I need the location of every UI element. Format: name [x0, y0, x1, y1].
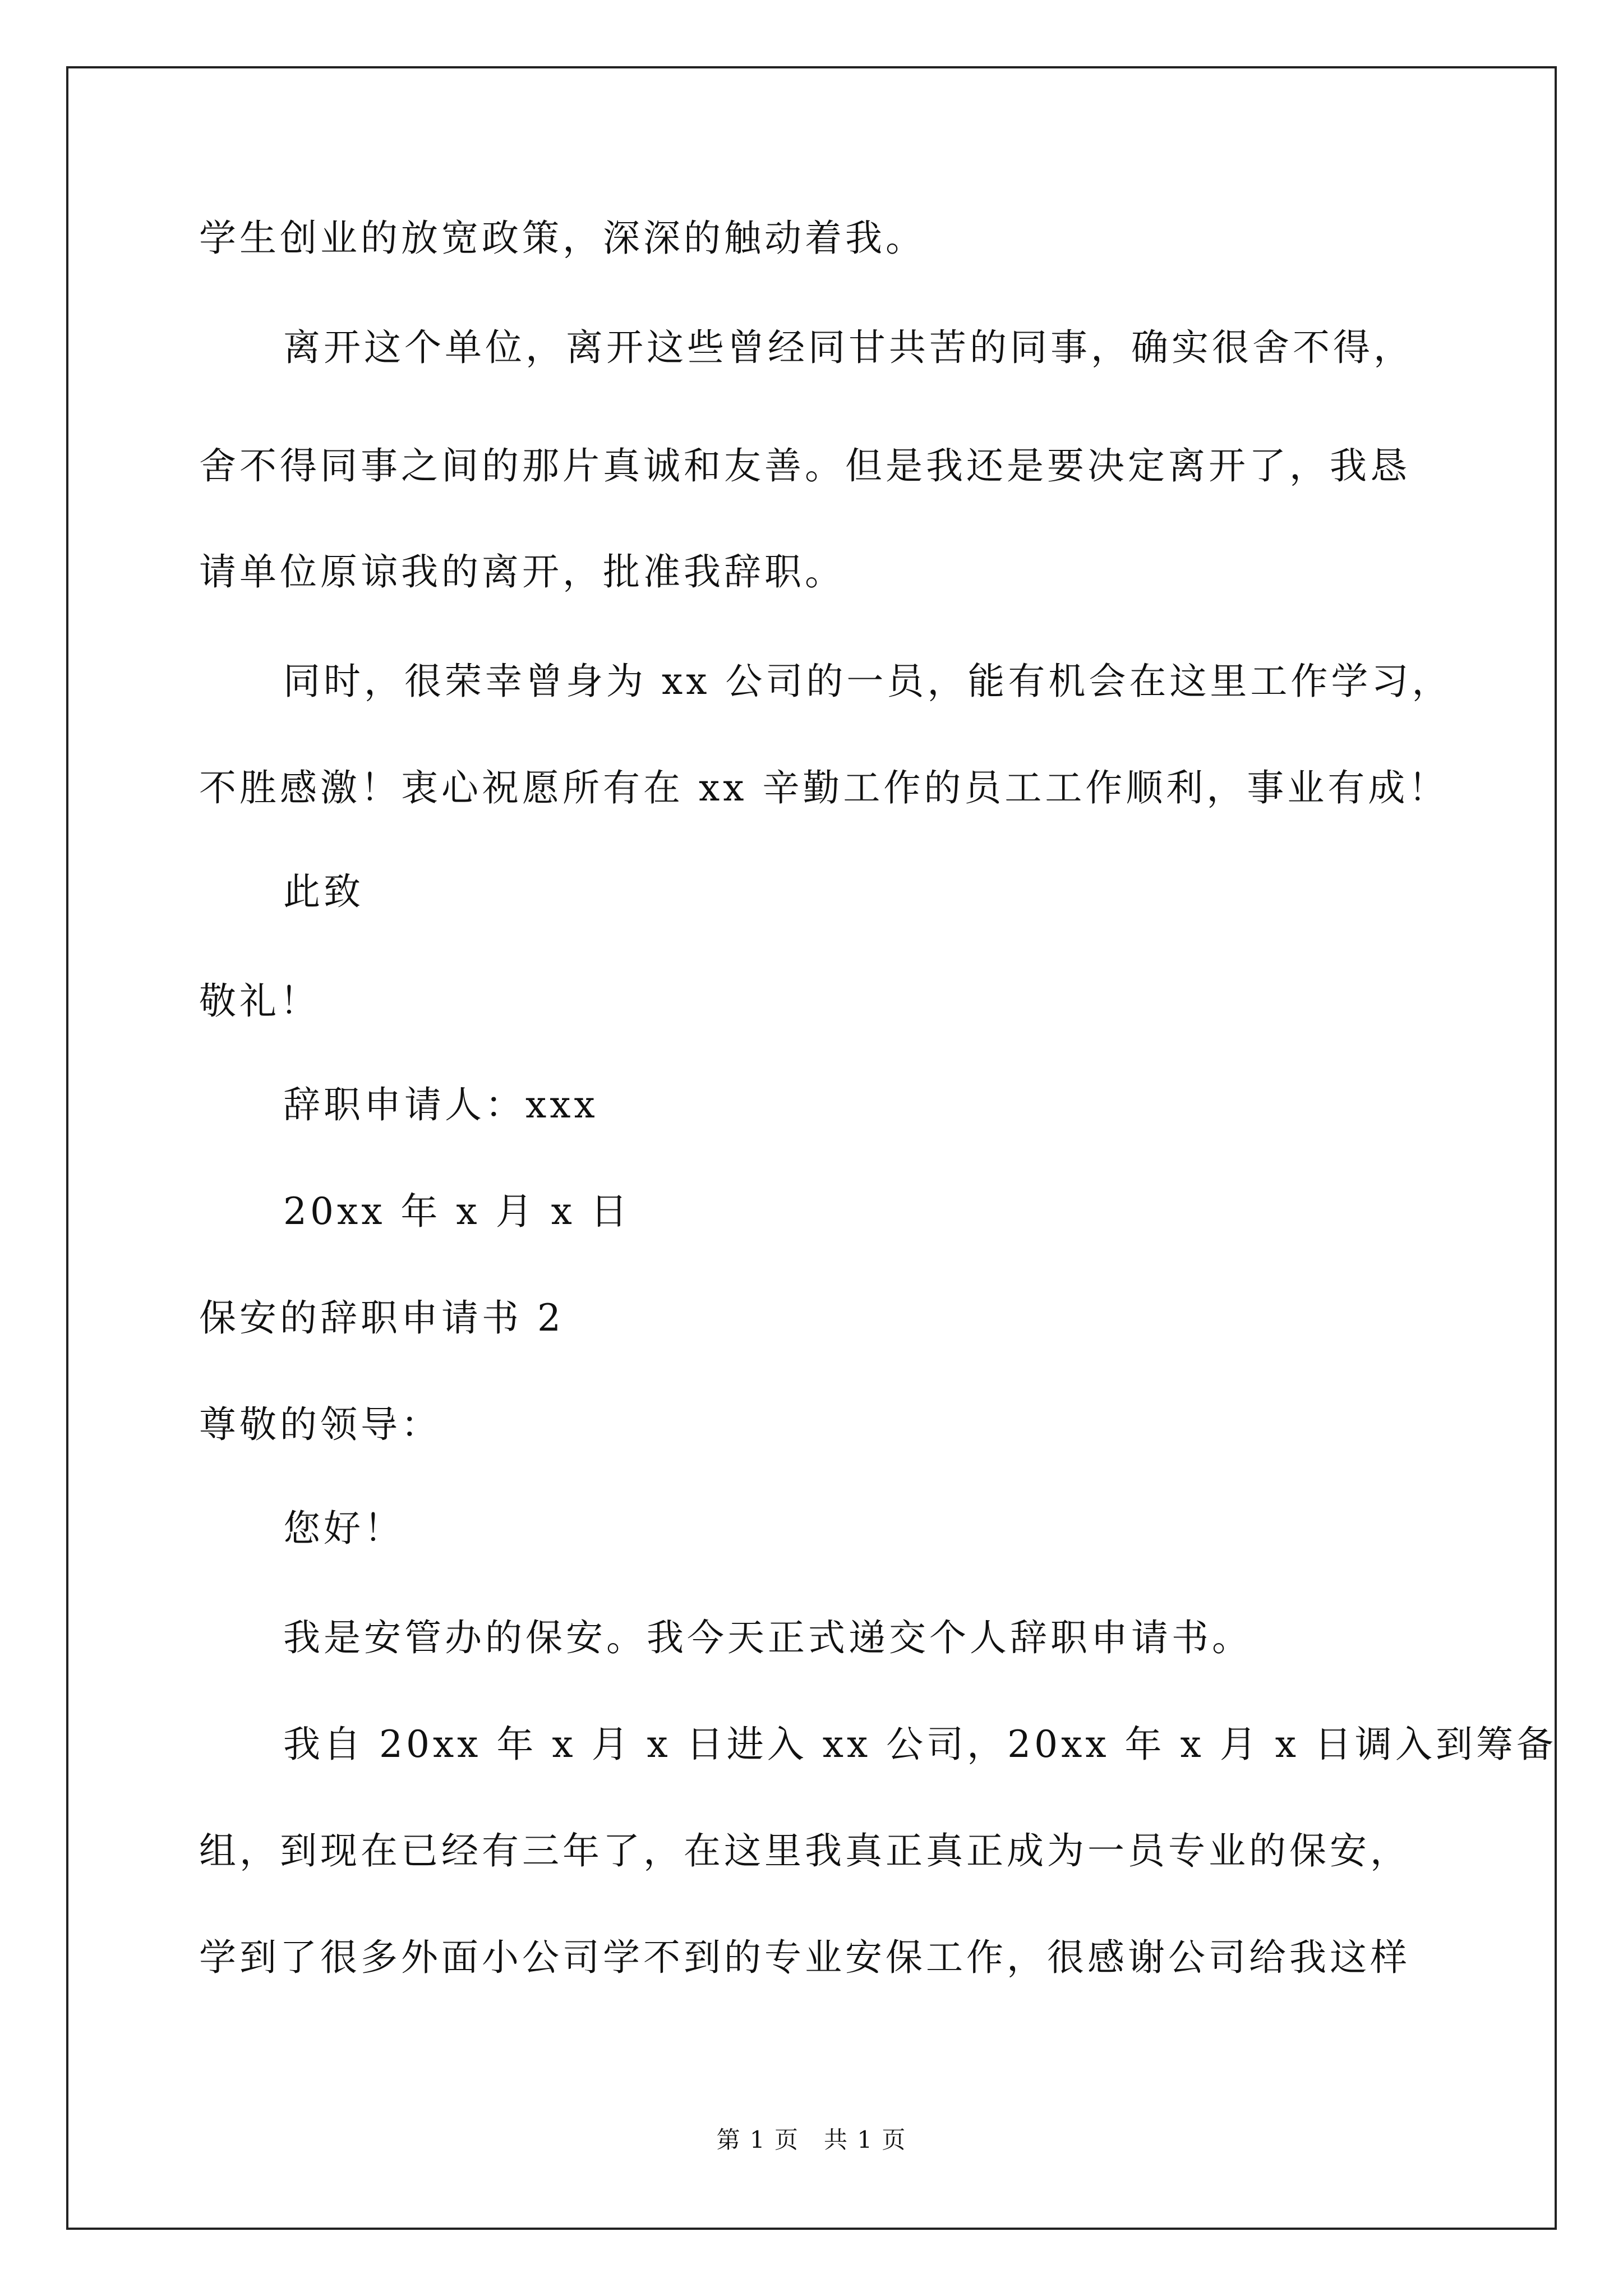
text-line: 学生创业的放宽政策，深深的触动着我。 — [199, 217, 926, 260]
text-line: 您好！ — [283, 1507, 404, 1550]
text-line: 尊敬的领导： — [199, 1403, 441, 1446]
text-line: 不胜感激！衷心祝愿所有在 xx 辛勤工作的员工工作顺利，事业有成！ — [199, 766, 1449, 809]
text-line: 我是安管办的保安。我今天正式递交个人辞职申请书。 — [283, 1616, 1252, 1659]
text-line: 20xx 年 x 月 x 日 — [283, 1190, 631, 1233]
text-line: 学到了很多外面小公司学不到的专业安保工作，很感谢公司给我这样 — [199, 1936, 1410, 1979]
text-line: 同时，很荣幸曾身为 xx 公司的一员，能有机会在这里工作学习， — [283, 660, 1453, 703]
text-line: 组，到现在已经有三年了，在这里我真正真正成为一员专业的保安， — [199, 1829, 1410, 1872]
text-line: 舍不得同事之间的那片真诚和友善。但是我还是要决定离开了，我恳 — [199, 444, 1410, 487]
text-line: 我自 20xx 年 x 月 x 日进入 xx 公司，20xx 年 x 月 x 日调入到筹备 — [283, 1723, 1557, 1766]
page-border — [66, 66, 1557, 2230]
text-line: 敬礼！ — [199, 979, 320, 1023]
section-heading: 保安的辞职申请书 2 — [199, 1296, 564, 1340]
text-line: 此致 — [283, 870, 364, 913]
text-line: 请单位原谅我的离开，批准我辞职。 — [199, 550, 845, 593]
text-line: 辞职申请人：xxx — [283, 1083, 598, 1126]
text-line: 离开这个单位，离开这些曾经同甘共苦的同事，确实很舍不得， — [283, 326, 1414, 369]
page-footer: 第 1 页 共 1 页 — [716, 2126, 907, 2154]
